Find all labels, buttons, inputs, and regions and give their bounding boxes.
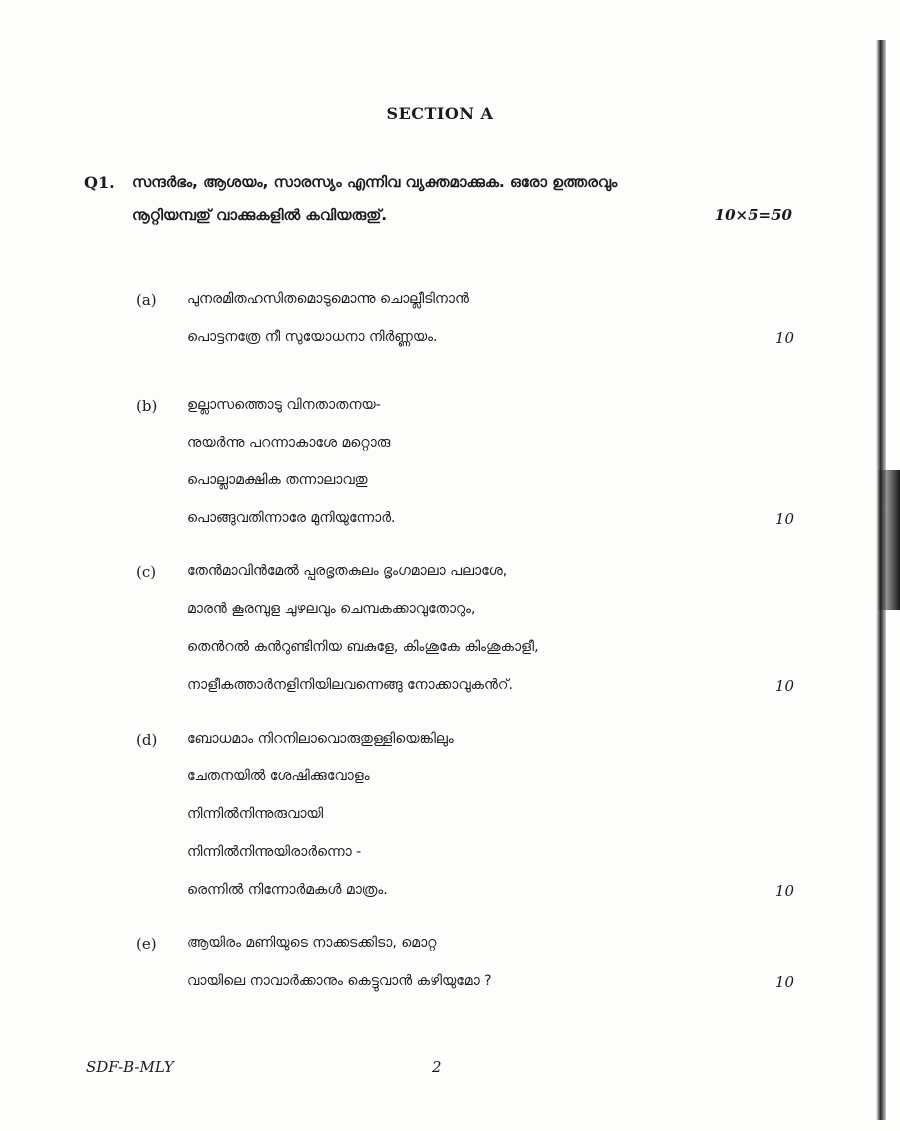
- part-c-line: മാരൻ കൂരമ്പുള ചുഴലവും ചെമ്പകക്കാവുതോറും,: [187, 601, 476, 617]
- part-c-label: (c): [136, 563, 157, 581]
- part-a-marks: 10: [774, 329, 794, 347]
- part-d-line: നിന്നിൽനിന്നുയിരാർന്നൊ -: [187, 844, 362, 860]
- part-e-label: (e): [136, 935, 157, 953]
- part-d-line: ബോധമാം നിറനിലാവൊരുതുള്ളിയെങ്കിലും: [187, 731, 454, 747]
- part-c-line: തേൻമാവിൻമേൽ പ്പരഭൃതകുലം ഭൃംഗമാലാ പലാശേ,: [187, 563, 508, 579]
- part-b-marks: 10: [774, 510, 794, 528]
- part-c-line: തെൻറൽ കൻറുണ്ടിനിയ ബകുളേ, കിംശുകേ കിംശുകാളീ,: [187, 639, 539, 655]
- part-a-label: (a): [136, 291, 157, 309]
- part-b-line: നുയർന്നു പറന്നാകാശേ മറ്റൊരു: [187, 435, 391, 451]
- part-b-line: പൊല്ലാമക്ഷിക തന്നാലാവതു: [187, 472, 368, 488]
- part-b-line: ഉല്ലാസത്തൊടു വിനതാതനയ-: [187, 397, 381, 413]
- section-title: SECTION A: [386, 104, 494, 123]
- part-e-line: ആയിരം മണിയുടെ നാക്കടക്കിടാ, മൊറ്റ: [187, 935, 437, 951]
- part-e-line: വായിലെ നാവാർക്കാനും കെട്ടുവാൻ കഴിയുമോ ?: [187, 973, 492, 989]
- part-d-marks: 10: [774, 882, 794, 900]
- part-d-line: ചേതനയിൽ ശേഷിക്കുവോളം: [187, 768, 370, 784]
- part-d-line: നിന്നിൽനിന്നുരുവായി: [187, 806, 324, 822]
- part-a-line: പുനരമിതഹസിതമൊടുമൊന്നു ചൊല്ലീടിനാൻ: [187, 291, 469, 307]
- page-number: 2: [432, 1058, 442, 1076]
- question-number: Q1.: [84, 173, 115, 192]
- part-c-line: നാളീകത്താർനളിനിയിലവന്നെങ്ങു നോക്കാവുകൻറ്.: [187, 677, 513, 693]
- part-e-marks: 10: [774, 973, 794, 991]
- question-instruction-line-1: സന്ദർഭം, ആശയം, സാരസ്യം എന്നിവ വ്യക്തമാക്കുക. ഒരോ ഉത്തരവും: [132, 173, 618, 191]
- part-c-marks: 10: [774, 677, 794, 695]
- part-a-line: പൊട്ടനത്രേ നീ സുയോധനാ നിർണ്ണയം.: [187, 329, 438, 345]
- question-total-marks: 10×5=50: [714, 206, 792, 224]
- part-d-line: രെന്നിൽ നിന്നോർമകൾ മാത്രം.: [187, 882, 388, 898]
- scan-edge-shadow-lower: [878, 470, 900, 610]
- part-d-label: (d): [136, 731, 158, 749]
- part-b-line: പൊങ്ങുവതിന്നാരേ മുനിയുന്നോർ.: [187, 510, 396, 526]
- question-instruction-line-2: നൂറ്റിയമ്പതു് വാക്കുകളിൽ കവിയരുതു്.: [132, 206, 388, 224]
- part-b-label: (b): [136, 397, 158, 415]
- paper-code: SDF-B-MLY: [86, 1058, 174, 1076]
